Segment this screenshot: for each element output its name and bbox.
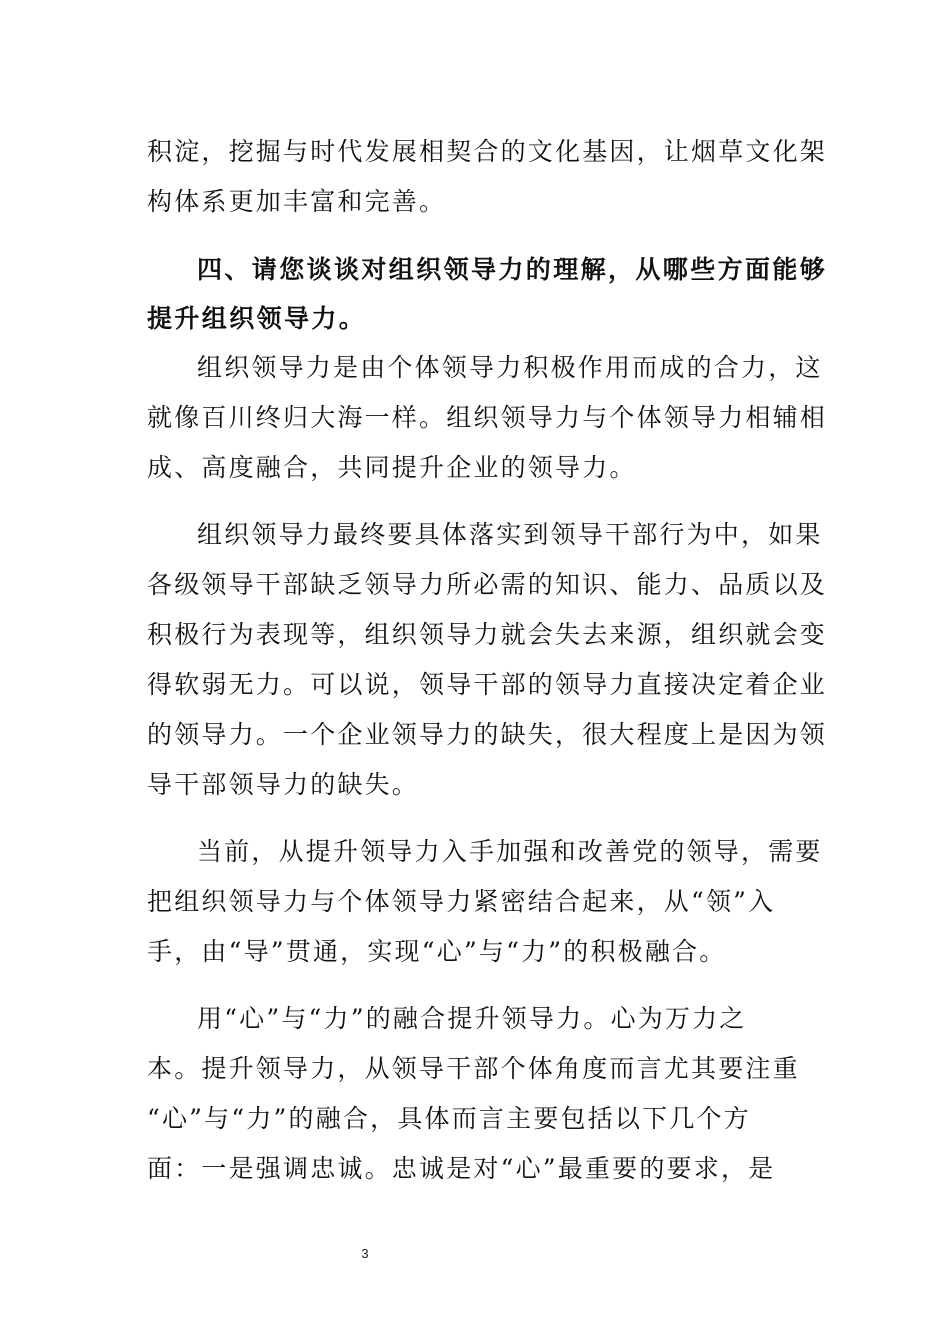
page-number: 3: [361, 1246, 369, 1261]
paragraph-2-line-5: 的领导力。一个企业领导力的缺失，很大程度上是因为领: [147, 720, 828, 749]
paragraph-2-line-6: 导干部领导力的缺失。: [147, 770, 420, 799]
paragraph-3-line-2: 把组织领导力与个体领导力紧密结合起来，从“领”入: [147, 887, 776, 916]
paragraph-continuation-line-2: 构体系更加丰富和完善。: [147, 187, 447, 216]
paragraph-4-line-2: 本。提升领导力，从领导干部个体角度而言尤其要注重: [147, 1054, 800, 1083]
paragraph-1-line-2: 就像百川终归大海一样。组织领导力与个体领导力相辅相: [147, 403, 828, 432]
paragraph-2-line-4: 得软弱无力。可以说，领导干部的领导力直接决定着企业: [147, 670, 828, 699]
paragraph-4-line-1: 用“心”与“力”的融合提升领导力。心为万力之: [197, 1004, 747, 1033]
paragraph-1-line-1: 组织领导力是由个体领导力积极作用而成的合力，这: [197, 353, 823, 382]
paragraph-2-line-3: 积极行为表现等，组织领导力就会失去来源，组织就会变: [147, 620, 828, 649]
paragraph-3-line-1: 当前，从提升领导力入手加强和改善党的领导，需要: [197, 837, 823, 866]
paragraph-4-line-3: “心”与“力”的融合，具体而言主要包括以下几个方: [147, 1104, 751, 1133]
paragraph-2-line-1: 组织领导力最终要具体落实到领导干部行为中，如果: [197, 520, 823, 549]
paragraph-continuation-line-1: 积淀，挖掘与时代发展相契合的文化基因，让烟草文化架: [147, 137, 828, 166]
section-heading-line-2: 提升组织领导力。: [147, 304, 367, 333]
paragraph-2-line-2: 各级领导干部缺乏领导力所必需的知识、能力、品质以及: [147, 570, 828, 599]
paragraph-1-line-3: 成、高度融合，共同提升企业的领导力。: [147, 453, 637, 482]
paragraph-4-line-4: 面：一是强调忠诚。忠诚是对“心”最重要的要求，是: [147, 1154, 776, 1183]
paragraph-3-line-3: 手，由“导”贯通，实现“心”与“力”的积极融合。: [147, 937, 727, 966]
section-heading-line-1: 四、请您谈谈对组织领导力的理解，从哪些方面能够: [197, 255, 828, 284]
